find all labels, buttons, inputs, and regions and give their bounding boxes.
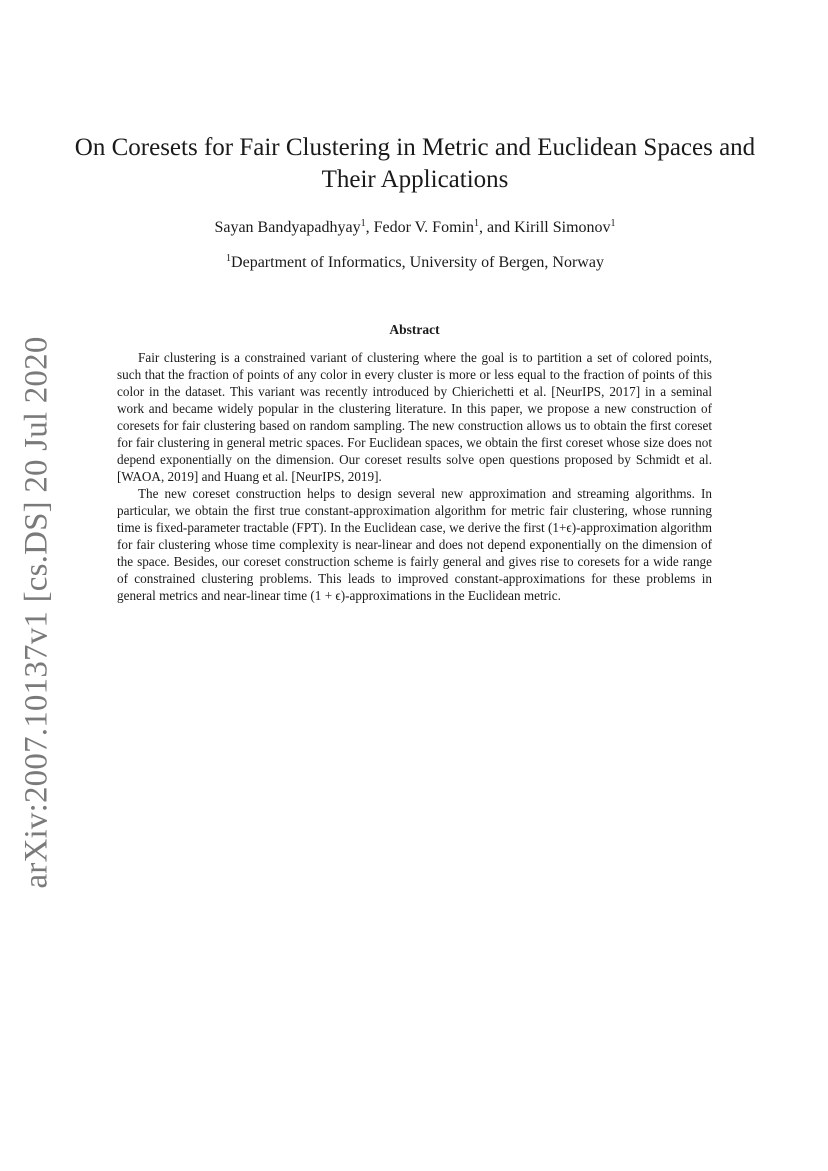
arxiv-identifier-stamp <box>14 336 60 889</box>
abstract-section <box>117 321 712 604</box>
affiliation <box>70 252 760 274</box>
author-separator: , <box>365 219 374 236</box>
author-name: Kirill Simonov <box>514 219 611 236</box>
arxiv-identifier-text: arXiv:2007.10137v1 [cs.DS] 20 Jul 2020 <box>18 336 55 889</box>
abstract-paragraph: Fair clustering is a constrained variant of clustering where the goal is to partition a set of colored points, such that the fraction of points of any color in every cluster is more or less equal to the fraction of points of this color in the dataset. This variant was recently introduced by Chierichetti et al. [NeurIPS, 2017] in a seminal work and became widely popular in the clustering literature. In this paper, we propose a new construction of coresets for fair clustering based on random sampling. The new construction allows us to obtain the first coreset for fair clustering in general metric spaces. For Euclidean spaces, we obtain the first coreset whose size does not depend exponentially on the dimension. Our coreset results solve open questions proposed by Schmidt et al. [WAOA, 2019] and Huang et al. [NeurIPS, 2019]. <box>117 350 712 484</box>
paper-title: On Coresets for Fair Clustering in Metric and Euclidean Spaces and Their Applications <box>74 134 756 193</box>
author-affiliation-mark: 1 <box>473 218 479 229</box>
author-affiliation-mark: 1 <box>610 218 616 229</box>
abstract-heading: Abstract <box>389 322 440 337</box>
author-affiliation-mark: 1 <box>360 218 366 229</box>
affiliation-mark: 1 <box>226 253 232 264</box>
author-separator: , and <box>478 219 515 236</box>
abstract-paragraph: The new coreset construction helps to design several new approximation and streaming algorithms. In particular, we obtain the first true constant-approximation algorithm for metric fair clustering, whose running time is fixed-parameter tractable (FPT). In the Euclidean case, we derive the first (1+ϵ)-approximation algorithm for fair clustering whose time complexity is near-linear and does not depend exponentially on the dimension of the space. Besides, our coreset construction scheme is fairly general and gives rise to coresets for a wide range of constrained clustering problems. This leads to improved constant-approximations for these problems in general metrics and near-linear time (1 + ϵ)-approximations in the Euclidean metric. <box>117 486 713 603</box>
affiliation-text: Department of Informatics, University of Bergen, Norway <box>231 254 604 271</box>
author-name: Fedor V. Fomin <box>373 219 474 236</box>
author-name: Sayan Bandyapadhyay <box>214 219 361 236</box>
paper-header <box>70 132 760 274</box>
author-list <box>70 217 760 239</box>
